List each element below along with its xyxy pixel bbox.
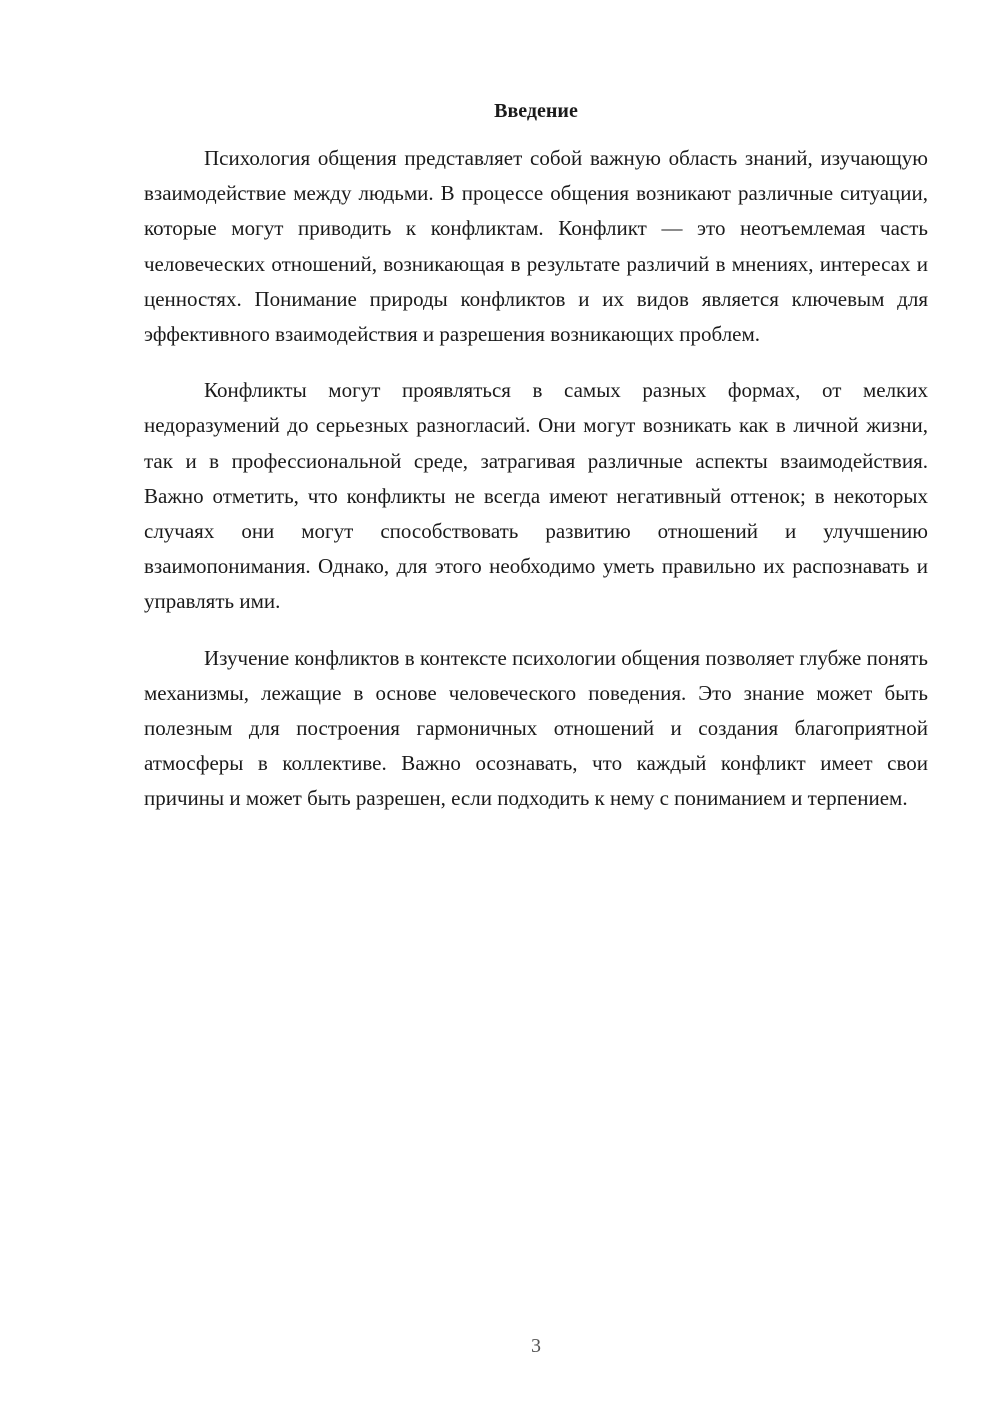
page-content bbox=[144, 98, 928, 838]
page-number: 3 bbox=[531, 1335, 541, 1357]
paragraph-2: Конфликты могут проявляться в самых разных формах, от мелких недоразумений до серьезных разногласий. Они могут возникать как в личной жизни, так и в профессиональной среде, затрагивая различные аспекты взаимодействия. Важно отметить, что конфликты не всегда имеют негативный оттенок; в некоторых случаях они могут способствовать развитию отношений и улучшению взаимопонимания. Однако, для этого необходимо уметь правильно их распознавать и управлять ими. bbox=[144, 378, 928, 614]
section-heading: Введение bbox=[494, 100, 578, 122]
paragraph-3: Изучение конфликтов в контексте психологии общения позволяет глубже понять механизмы, лежащие в основе человеческого поведения. Это знание может быть полезным для построения гармоничных отношений и создания благоприятной атмосферы в коллективе. Важно осознавать, что каждый конфликт имеет свои причины и может быть разрешен, если подходить к нему с пониманием и терпением. bbox=[144, 645, 928, 811]
paragraph-1: Психология общения представляет собой важную область знаний, изучающую взаимодействие между людьми. В процессе общения возникают различные ситуации, которые могут приводить к конфликтам. Конфликт — это неотъемлемая часть человеческих отношений, возникающая в результате различий в мнениях, интересах и ценностях. Понимание природы конфликтов и их видов является ключевым для эффективного взаимодействия и разрешения возникающих проблем. bbox=[144, 146, 928, 347]
